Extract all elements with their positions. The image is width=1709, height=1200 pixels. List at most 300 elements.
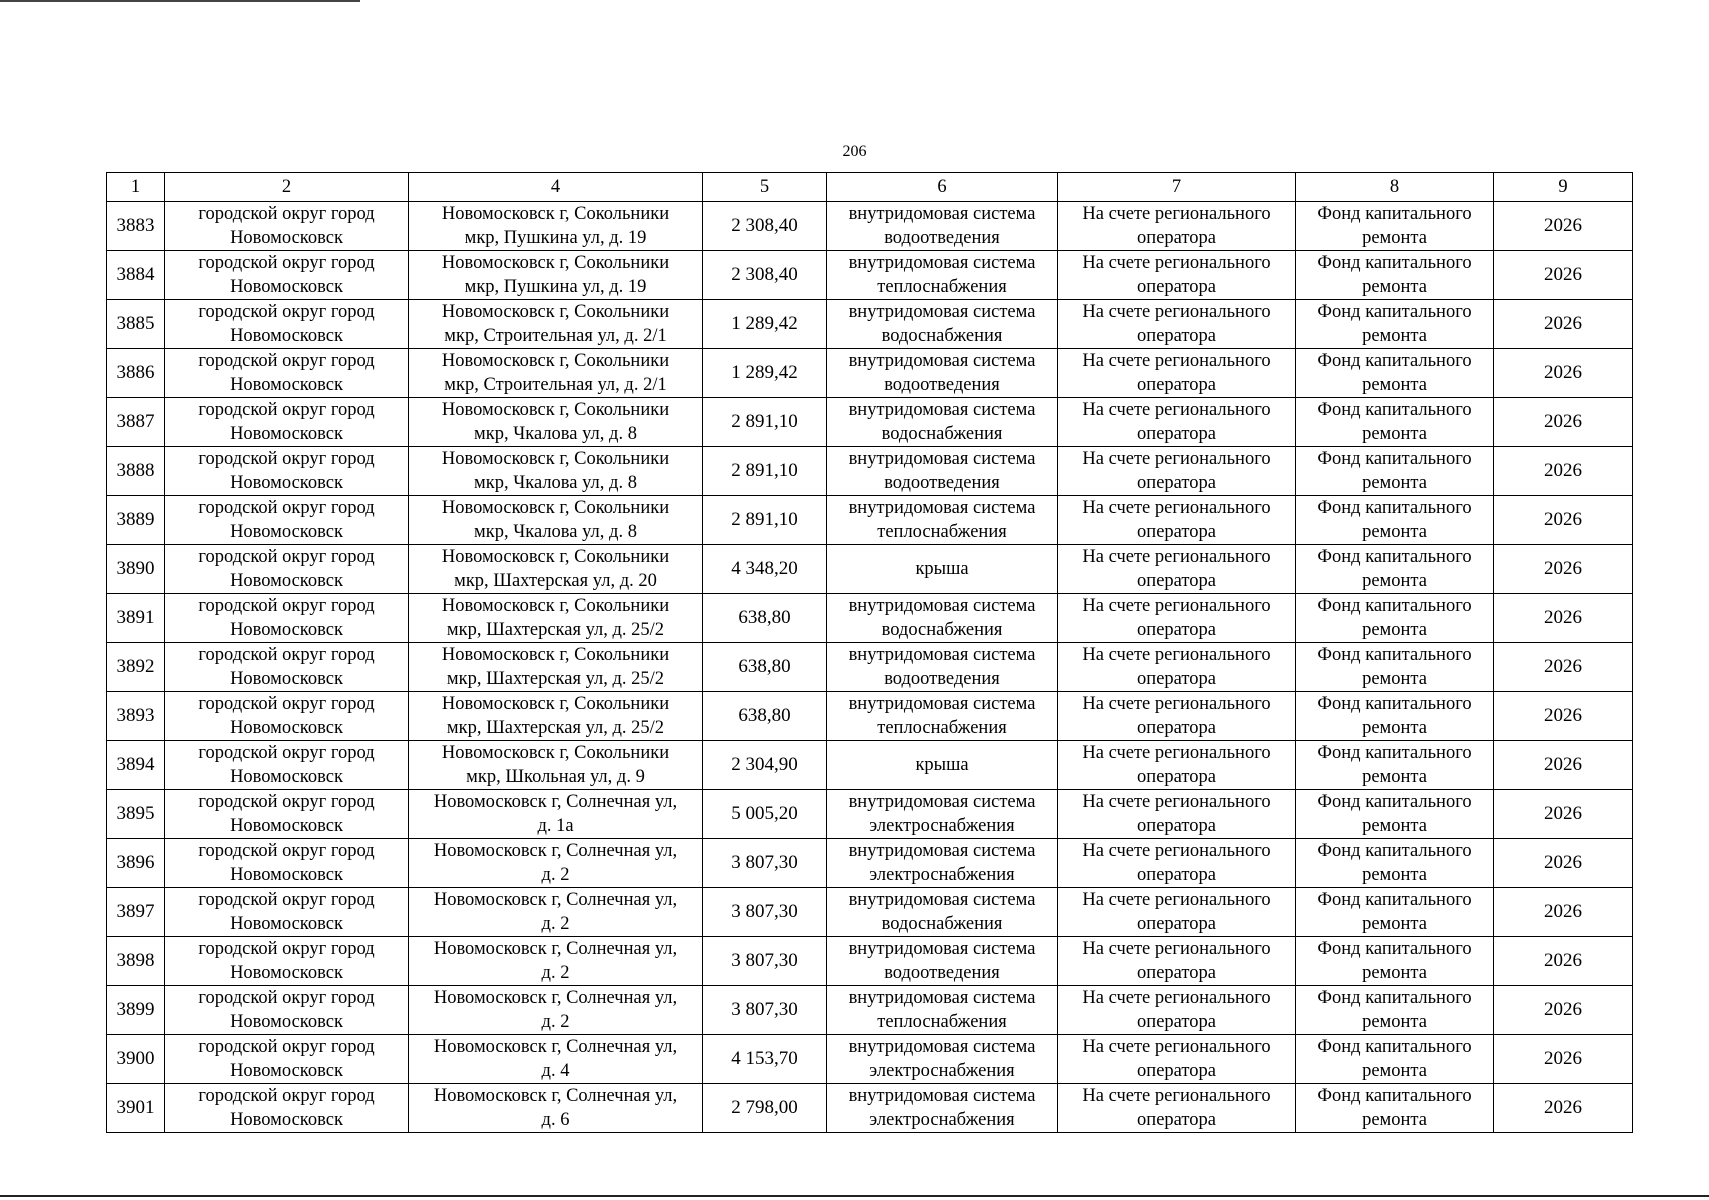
repair-type-cell — [827, 251, 1058, 300]
address-cell — [409, 790, 703, 839]
funding-source-cell — [1296, 496, 1494, 545]
address-cell-text: Новомосковск г, Солнечная ул, д. 6 — [433, 1086, 678, 1130]
repair-type-cell — [827, 986, 1058, 1035]
row-number — [107, 496, 165, 545]
year-cell — [1494, 741, 1633, 790]
account-cell-text: На счете регионального оператора — [1082, 939, 1271, 983]
account-cell-text: На счете регионального оператора — [1082, 400, 1271, 444]
account-cell — [1058, 594, 1296, 643]
repair-type-cell — [827, 1084, 1058, 1133]
year-cell-text: 2026 — [1544, 901, 1582, 922]
table-row — [107, 741, 1633, 790]
municipality-cell — [165, 594, 409, 643]
funding-source-cell-text: Фонд капитального ремонта — [1317, 1037, 1472, 1081]
repair-type-cell-text: внутридомовая система водоснабжения — [848, 596, 1036, 640]
account-cell-text: На счете регионального оператора — [1082, 694, 1271, 738]
address-cell — [409, 447, 703, 496]
table-body — [107, 202, 1633, 1133]
account-cell — [1058, 300, 1296, 349]
year-cell-text: 2026 — [1544, 852, 1582, 873]
area-cell-text: 2 891,10 — [731, 411, 798, 432]
funding-source-cell-text: Фонд капитального ремонта — [1317, 792, 1472, 836]
repair-type-cell-text: внутридомовая система водоотведения — [848, 204, 1036, 248]
year-cell — [1494, 545, 1633, 594]
area-cell — [703, 496, 827, 545]
repair-type-cell-text: внутридомовая система водоснабжения — [848, 302, 1036, 346]
year-cell — [1494, 594, 1633, 643]
funding-source-cell-text: Фонд капитального ремонта — [1317, 743, 1472, 787]
table-row — [107, 202, 1633, 251]
row-number-text: 3887 — [116, 411, 155, 432]
area-cell — [703, 349, 827, 398]
address-cell-text: Новомосковск г, Солнечная ул, д. 1а — [433, 792, 678, 836]
row-number — [107, 251, 165, 300]
address-cell — [409, 741, 703, 790]
account-cell-text: На счете регионального оператора — [1082, 498, 1271, 542]
address-cell — [409, 1035, 703, 1084]
scan-edge-bottom — [0, 1195, 1709, 1197]
area-cell — [703, 594, 827, 643]
repair-type-cell — [827, 741, 1058, 790]
year-cell-text: 2026 — [1544, 705, 1582, 726]
area-cell-text: 638,80 — [738, 705, 791, 726]
funding-source-cell-text: Фонд капитального ремонта — [1317, 204, 1472, 248]
funding-source-cell-text: Фонд капитального ремонта — [1317, 939, 1472, 983]
repair-type-cell-text: внутридомовая система водоснабжения — [848, 400, 1036, 444]
address-cell-text: Новомосковск г, Солнечная ул, д. 2 — [433, 939, 678, 983]
row-number — [107, 643, 165, 692]
header-col-5: 5 — [703, 173, 827, 202]
table-row — [107, 692, 1633, 741]
year-cell-text: 2026 — [1544, 1048, 1582, 1069]
funding-source-cell — [1296, 447, 1494, 496]
repair-type-cell — [827, 545, 1058, 594]
address-cell — [409, 643, 703, 692]
municipality-cell-text: городской округ город Новомосковск — [198, 449, 375, 493]
row-number — [107, 545, 165, 594]
year-cell — [1494, 251, 1633, 300]
row-number-text: 3885 — [116, 313, 155, 334]
row-number-text: 3886 — [116, 362, 155, 383]
address-cell-text: Новомосковск г, Сокольники мкр, Строительная ул, д. 2/1 — [441, 302, 670, 346]
year-cell-text: 2026 — [1544, 803, 1582, 824]
municipality-cell-text: городской округ город Новомосковск — [198, 1086, 375, 1130]
funding-source-cell-text: Фонд капитального ремонта — [1317, 547, 1472, 591]
year-cell-text: 2026 — [1544, 264, 1582, 285]
row-number-text: 3895 — [116, 803, 155, 824]
funding-source-cell-text: Фонд капитального ремонта — [1317, 498, 1472, 542]
account-cell — [1058, 986, 1296, 1035]
repair-type-cell-text: внутридомовая система теплоснабжения — [848, 498, 1036, 542]
municipality-cell — [165, 398, 409, 447]
repair-type-cell-text: внутридомовая система электроснабжения — [848, 1037, 1036, 1081]
year-cell-text: 2026 — [1544, 1097, 1582, 1118]
municipality-cell — [165, 251, 409, 300]
table-row — [107, 300, 1633, 349]
address-cell-text: Новомосковск г, Солнечная ул, д. 2 — [433, 890, 678, 934]
municipality-cell-text: городской округ город Новомосковск — [198, 596, 375, 640]
row-number-text: 3893 — [116, 705, 155, 726]
year-cell-text: 2026 — [1544, 754, 1582, 775]
municipality-cell — [165, 986, 409, 1035]
account-cell — [1058, 202, 1296, 251]
year-cell-text: 2026 — [1544, 607, 1582, 628]
municipality-cell — [165, 1035, 409, 1084]
funding-source-cell-text: Фонд капитального ремонта — [1317, 449, 1472, 493]
year-cell — [1494, 300, 1633, 349]
address-cell-text: Новомосковск г, Солнечная ул, д. 2 — [433, 841, 678, 885]
address-cell — [409, 349, 703, 398]
repair-type-cell-text: внутридомовая система водоотведения — [848, 351, 1036, 395]
funding-source-cell — [1296, 251, 1494, 300]
row-number-text: 3883 — [116, 215, 155, 236]
repair-program-table — [106, 172, 1633, 1133]
header-col-6: 6 — [827, 173, 1058, 202]
municipality-cell-text: городской округ город Новомосковск — [198, 400, 375, 444]
municipality-cell-text: городской округ город Новомосковск — [198, 1037, 375, 1081]
row-number-text: 3901 — [116, 1097, 155, 1118]
repair-type-cell-text: внутридомовая система электроснабжения — [848, 1086, 1036, 1130]
row-number-text: 3889 — [116, 509, 155, 530]
address-cell — [409, 594, 703, 643]
municipality-cell — [165, 1084, 409, 1133]
municipality-cell-text: городской округ город Новомосковск — [198, 498, 375, 542]
area-cell — [703, 300, 827, 349]
account-cell — [1058, 790, 1296, 839]
repair-type-cell-text: внутридомовая система электроснабжения — [848, 792, 1036, 836]
row-number — [107, 937, 165, 986]
account-cell-text: На счете регионального оператора — [1082, 890, 1271, 934]
area-cell — [703, 692, 827, 741]
area-cell-text: 3 807,30 — [731, 999, 798, 1020]
funding-source-cell — [1296, 692, 1494, 741]
funding-source-cell-text: Фонд капитального ремонта — [1317, 890, 1472, 934]
funding-source-cell-text: Фонд капитального ремонта — [1317, 988, 1472, 1032]
municipality-cell — [165, 349, 409, 398]
municipality-cell-text: городской округ город Новомосковск — [198, 841, 375, 885]
year-cell-text: 2026 — [1544, 460, 1582, 481]
area-cell — [703, 986, 827, 1035]
row-number — [107, 300, 165, 349]
table-row — [107, 398, 1633, 447]
repair-type-cell — [827, 643, 1058, 692]
account-cell-text: На счете регионального оператора — [1082, 1086, 1271, 1130]
area-cell — [703, 839, 827, 888]
address-cell — [409, 300, 703, 349]
repair-type-cell-text: внутридомовая система теплоснабжения — [848, 988, 1036, 1032]
address-cell — [409, 888, 703, 937]
year-cell-text: 2026 — [1544, 509, 1582, 530]
repair-type-cell-text: крыша — [915, 559, 969, 579]
funding-source-cell — [1296, 545, 1494, 594]
area-cell-text: 2 308,40 — [731, 264, 798, 285]
account-cell-text: На счете регионального оператора — [1082, 645, 1271, 689]
address-cell-text: Новомосковск г, Сокольники мкр, Школьная ул, д. 9 — [441, 743, 670, 787]
municipality-cell — [165, 692, 409, 741]
row-number-text: 3899 — [116, 999, 155, 1020]
year-cell-text: 2026 — [1544, 411, 1582, 432]
address-cell-text: Новомосковск г, Сокольники мкр, Шахтерская ул, д. 25/2 — [441, 596, 670, 640]
area-cell-text: 3 807,30 — [731, 950, 798, 971]
header-col-1: 1 — [107, 173, 165, 202]
row-number — [107, 398, 165, 447]
year-cell-text: 2026 — [1544, 313, 1582, 334]
address-cell — [409, 251, 703, 300]
municipality-cell — [165, 839, 409, 888]
table-row — [107, 888, 1633, 937]
row-number-text: 3900 — [116, 1048, 155, 1069]
municipality-cell-text: городской округ город Новомосковск — [198, 694, 375, 738]
account-cell-text: На счете регионального оператора — [1082, 449, 1271, 493]
row-number-text: 3891 — [116, 607, 155, 628]
address-cell-text: Новомосковск г, Сокольники мкр, Чкалова ул, д. 8 — [441, 400, 670, 444]
repair-type-cell-text: внутридомовая система теплоснабжения — [848, 694, 1036, 738]
year-cell — [1494, 888, 1633, 937]
address-cell — [409, 839, 703, 888]
repair-type-cell — [827, 447, 1058, 496]
funding-source-cell — [1296, 986, 1494, 1035]
repair-type-cell — [827, 1035, 1058, 1084]
header-row — [107, 173, 1633, 202]
row-number — [107, 1035, 165, 1084]
table-row — [107, 937, 1633, 986]
funding-source-cell — [1296, 1035, 1494, 1084]
address-cell-text: Новомосковск г, Сокольники мкр, Чкалова ул, д. 8 — [441, 498, 670, 542]
table-row — [107, 545, 1633, 594]
funding-source-cell — [1296, 300, 1494, 349]
funding-source-cell-text: Фонд капитального ремонта — [1317, 400, 1472, 444]
account-cell-text: На счете регионального оператора — [1082, 841, 1271, 885]
account-cell — [1058, 398, 1296, 447]
address-cell — [409, 202, 703, 251]
municipality-cell — [165, 741, 409, 790]
municipality-cell — [165, 300, 409, 349]
funding-source-cell-text: Фонд капитального ремонта — [1317, 596, 1472, 640]
area-cell-text: 3 807,30 — [731, 901, 798, 922]
funding-source-cell-text: Фонд капитального ремонта — [1317, 253, 1472, 297]
area-cell-text: 2 304,90 — [731, 754, 798, 775]
account-cell-text: На счете регионального оператора — [1082, 596, 1271, 640]
funding-source-cell — [1296, 398, 1494, 447]
area-cell-text: 4 348,20 — [731, 558, 798, 579]
address-cell — [409, 545, 703, 594]
table-row — [107, 349, 1633, 398]
table-row — [107, 1084, 1633, 1133]
funding-source-cell-text: Фонд капитального ремонта — [1317, 302, 1472, 346]
row-number — [107, 888, 165, 937]
header-col-9: 9 — [1494, 173, 1633, 202]
municipality-cell-text: городской округ город Новомосковск — [198, 547, 375, 591]
year-cell — [1494, 643, 1633, 692]
year-cell — [1494, 692, 1633, 741]
row-number-text: 3897 — [116, 901, 155, 922]
address-cell — [409, 496, 703, 545]
year-cell — [1494, 839, 1633, 888]
row-number-text: 3890 — [116, 558, 155, 579]
funding-source-cell — [1296, 1084, 1494, 1133]
year-cell-text: 2026 — [1544, 656, 1582, 677]
area-cell — [703, 447, 827, 496]
municipality-cell — [165, 496, 409, 545]
account-cell — [1058, 496, 1296, 545]
row-number — [107, 741, 165, 790]
address-cell-text: Новомосковск г, Сокольники мкр, Шахтерская ул, д. 25/2 — [441, 645, 670, 689]
account-cell — [1058, 349, 1296, 398]
funding-source-cell-text: Фонд капитального ремонта — [1317, 645, 1472, 689]
area-cell-text: 2 891,10 — [731, 509, 798, 530]
row-number — [107, 692, 165, 741]
funding-source-cell — [1296, 594, 1494, 643]
municipality-cell — [165, 447, 409, 496]
municipality-cell-text: городской округ город Новомосковск — [198, 204, 375, 248]
repair-type-cell-text: внутридомовая система электроснабжения — [848, 841, 1036, 885]
header-col-2: 2 — [165, 173, 409, 202]
funding-source-cell-text: Фонд капитального ремонта — [1317, 1086, 1472, 1130]
funding-source-cell — [1296, 741, 1494, 790]
repair-type-cell — [827, 888, 1058, 937]
area-cell — [703, 790, 827, 839]
municipality-cell — [165, 202, 409, 251]
address-cell — [409, 986, 703, 1035]
address-cell-text: Новомосковск г, Солнечная ул, д. 2 — [433, 988, 678, 1032]
area-cell — [703, 643, 827, 692]
repair-type-cell — [827, 349, 1058, 398]
funding-source-cell-text: Фонд капитального ремонта — [1317, 841, 1472, 885]
area-cell — [703, 937, 827, 986]
municipality-cell-text: городской округ город Новомосковск — [198, 939, 375, 983]
table-row — [107, 643, 1633, 692]
row-number-text: 3892 — [116, 656, 155, 677]
account-cell-text: На счете регионального оператора — [1082, 743, 1271, 787]
area-cell-text: 1 289,42 — [731, 362, 798, 383]
address-cell-text: Новомосковск г, Солнечная ул, д. 4 — [433, 1037, 678, 1081]
table-row — [107, 839, 1633, 888]
funding-source-cell — [1296, 888, 1494, 937]
table-row — [107, 594, 1633, 643]
address-cell — [409, 937, 703, 986]
repair-type-cell — [827, 692, 1058, 741]
funding-source-cell-text: Фонд капитального ремонта — [1317, 351, 1472, 395]
account-cell — [1058, 937, 1296, 986]
area-cell — [703, 398, 827, 447]
page-number: 206 — [842, 143, 867, 160]
year-cell — [1494, 447, 1633, 496]
area-cell-text: 2 308,40 — [731, 215, 798, 236]
repair-type-cell-text: внутридомовая система водоотведения — [848, 939, 1036, 983]
account-cell — [1058, 741, 1296, 790]
address-cell-text: Новомосковск г, Сокольники мкр, Пушкина ул, д. 19 — [441, 253, 670, 297]
header-col-7: 7 — [1058, 173, 1296, 202]
scan-edge-top — [0, 0, 360, 2]
table-row — [107, 496, 1633, 545]
account-cell — [1058, 251, 1296, 300]
account-cell — [1058, 1035, 1296, 1084]
address-cell — [409, 1084, 703, 1133]
row-number-text: 3896 — [116, 852, 155, 873]
table-row — [107, 1035, 1633, 1084]
row-number-text: 3884 — [116, 264, 155, 285]
row-number — [107, 202, 165, 251]
area-cell-text: 1 289,42 — [731, 313, 798, 334]
municipality-cell-text: городской округ город Новомосковск — [198, 743, 375, 787]
funding-source-cell — [1296, 839, 1494, 888]
account-cell-text: На счете регионального оператора — [1082, 253, 1271, 297]
area-cell-text: 5 005,20 — [731, 803, 798, 824]
year-cell — [1494, 202, 1633, 251]
year-cell-text: 2026 — [1544, 999, 1582, 1020]
repair-type-cell — [827, 496, 1058, 545]
repair-type-cell — [827, 300, 1058, 349]
year-cell — [1494, 349, 1633, 398]
row-number — [107, 1084, 165, 1133]
repair-type-cell — [827, 594, 1058, 643]
municipality-cell — [165, 790, 409, 839]
row-number — [107, 790, 165, 839]
address-cell — [409, 398, 703, 447]
year-cell — [1494, 1084, 1633, 1133]
municipality-cell-text: городской округ город Новомосковск — [198, 351, 375, 395]
year-cell — [1494, 496, 1633, 545]
account-cell-text: На счете регионального оператора — [1082, 204, 1271, 248]
municipality-cell — [165, 643, 409, 692]
area-cell-text: 4 153,70 — [731, 1048, 798, 1069]
municipality-cell — [165, 888, 409, 937]
account-cell — [1058, 643, 1296, 692]
year-cell — [1494, 937, 1633, 986]
area-cell-text: 3 807,30 — [731, 852, 798, 873]
area-cell-text: 2 798,00 — [731, 1097, 798, 1118]
area-cell — [703, 1084, 827, 1133]
repair-type-cell-text: внутридомовая система водоотведения — [848, 449, 1036, 493]
row-number — [107, 447, 165, 496]
area-cell — [703, 251, 827, 300]
municipality-cell-text: городской округ город Новомосковск — [198, 792, 375, 836]
repair-type-cell-text: крыша — [915, 755, 969, 775]
area-cell-text: 2 891,10 — [731, 460, 798, 481]
year-cell-text: 2026 — [1544, 362, 1582, 383]
year-cell-text: 2026 — [1544, 215, 1582, 236]
account-cell — [1058, 888, 1296, 937]
municipality-cell-text: городской округ город Новомосковск — [198, 645, 375, 689]
table-row — [107, 251, 1633, 300]
account-cell-text: На счете регионального оператора — [1082, 1037, 1271, 1081]
account-cell — [1058, 692, 1296, 741]
address-cell-text: Новомосковск г, Сокольники мкр, Строительная ул, д. 2/1 — [441, 351, 670, 395]
account-cell — [1058, 447, 1296, 496]
area-cell — [703, 741, 827, 790]
table-row — [107, 790, 1633, 839]
row-number — [107, 594, 165, 643]
repair-type-cell — [827, 202, 1058, 251]
funding-source-cell — [1296, 937, 1494, 986]
funding-source-cell — [1296, 349, 1494, 398]
municipality-cell — [165, 937, 409, 986]
row-number-text: 3894 — [116, 754, 155, 775]
funding-source-cell — [1296, 790, 1494, 839]
address-cell-text: Новомосковск г, Сокольники мкр, Шахтерская ул, д. 25/2 — [441, 694, 670, 738]
repair-type-cell-text: внутридомовая система водоснабжения — [848, 890, 1036, 934]
repair-type-cell-text: внутридомовая система теплоснабжения — [848, 253, 1036, 297]
repair-type-cell — [827, 839, 1058, 888]
area-cell-text: 638,80 — [738, 656, 791, 677]
municipality-cell-text: городской округ город Новомосковск — [198, 890, 375, 934]
funding-source-cell — [1296, 202, 1494, 251]
area-cell — [703, 1035, 827, 1084]
area-cell — [703, 888, 827, 937]
account-cell — [1058, 545, 1296, 594]
municipality-cell-text: городской округ город Новомосковск — [198, 253, 375, 297]
row-number-text: 3898 — [116, 950, 155, 971]
